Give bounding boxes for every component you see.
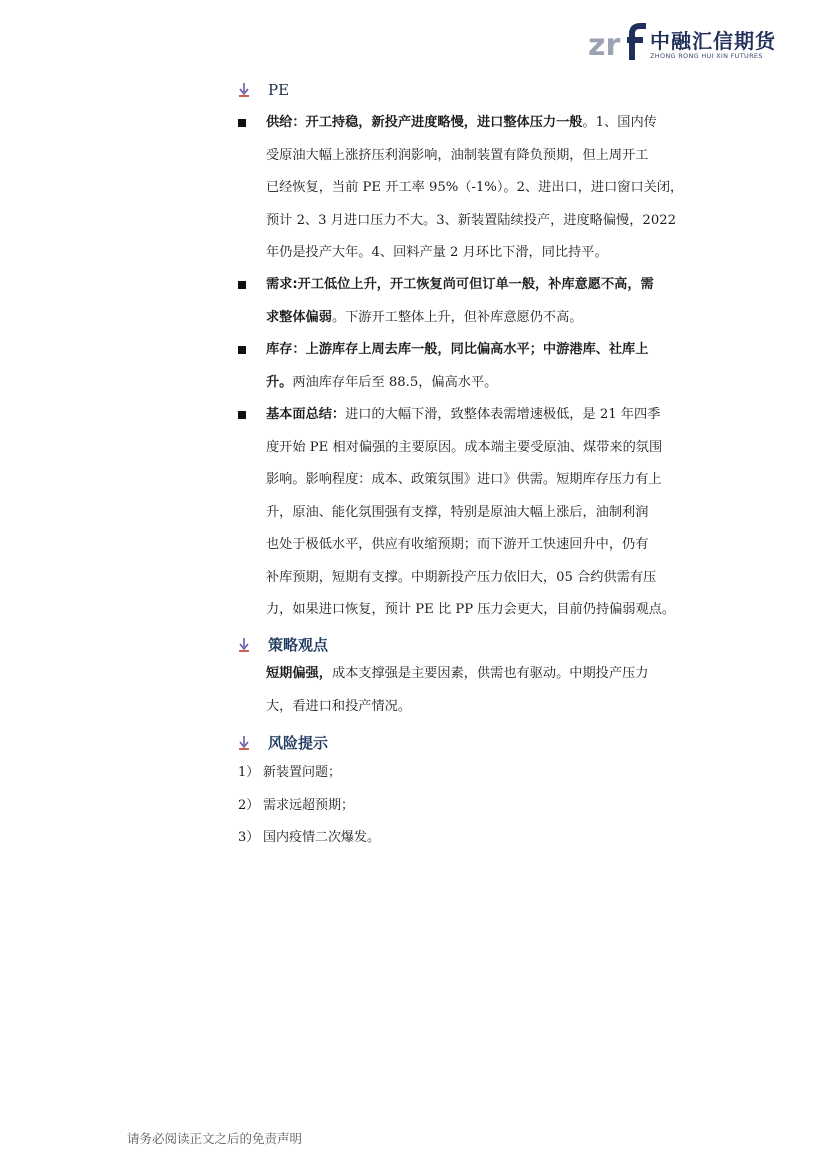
logo-en-name: ZHONG RONG HUI XIN FUTURES [650, 52, 763, 60]
inventory-bold: 升。 [266, 374, 293, 390]
disclaimer-footer: 请务必阅读正文之后的免责声明 [127, 1131, 303, 1146]
summary-line: 补库预期，短期有支撑。中期新投产压力依旧大，05 合约供需有压 [266, 569, 657, 585]
demand-bold: 求整体偏弱 [266, 309, 332, 325]
inventory-rest: 两油库存年后至 88.5，偏高水平。 [292, 374, 498, 390]
section-risk-title: 风险提示 [268, 734, 329, 752]
summary-line: 升，原油、能化氛围强有支撑，特别是原油大幅上涨后，油制利润 [266, 504, 649, 520]
risk-number: 2） [238, 798, 260, 813]
supply-bold: 供给：开工持稳，新投产进度略慢，进口整体压力一般 [266, 115, 583, 130]
strategy-line: 大，看进口和投产情况。 [266, 698, 412, 714]
section-pe-title: PE [268, 81, 290, 99]
summary-paragraph [266, 399, 694, 627]
company-logo [588, 22, 778, 62]
down-arrow-icon [238, 736, 250, 750]
summary-line: 影响。影响程度：成本、政策氛围》进口》供需。短期库存压力有上 [266, 472, 662, 487]
logo-mark [588, 22, 648, 62]
demand-bold: 需求:开工低位上升，开工恢复尚可但订单一般，补库意愿不高，需 [266, 277, 654, 292]
summary-bold: 基本面总结： [266, 407, 346, 422]
supply-line: 已经恢复，当前 PE 开工率 95%（-1%）。2、进出口，进口窗口关闭， [266, 180, 684, 195]
square-bullet-icon [238, 119, 246, 127]
svg-text:zr: zr [588, 28, 621, 62]
list-item [238, 828, 380, 848]
summary-line: 力，如果进口恢复，预计 PE 比 PP 压力会更大，目前仍持偏弱观点。 [266, 602, 676, 617]
supply-line: 年仍是投产大年。4、回料产量 2 月环比下滑，同比持平。 [266, 245, 608, 260]
risk-text: 新装置问题； [263, 765, 342, 780]
strategy-paragraph [266, 658, 694, 723]
square-bullet-icon [238, 281, 246, 289]
supply-paragraph [266, 107, 694, 270]
risk-number: 1） [238, 765, 260, 780]
square-bullet-icon [238, 411, 246, 419]
demand-rest: 。下游开工整体上升，但补库意愿仍不高。 [331, 309, 583, 325]
supply-line: 受原油大幅上涨挤压利润影响，油制装置有降负预期，但上周开工 [266, 147, 649, 163]
supply-line: 。1、国内传 [582, 115, 657, 130]
down-arrow-icon [238, 83, 250, 97]
down-arrow-icon [238, 638, 250, 652]
inventory-bold: 库存：上游库存上周去库一般，同比偏高水平；中游港库、社库上 [266, 342, 649, 357]
summary-line: 进口的大幅下滑，致整体表需增速极低，是 21 年四季 [345, 407, 661, 422]
supply-line: 预计 2、3 月进口压力不大。3、新装置陆续投产，进度略偏慢，2022 [266, 212, 676, 228]
demand-paragraph [266, 269, 694, 334]
risk-number: 3） [238, 830, 260, 845]
list-item [238, 763, 341, 783]
section-strategy-heading [238, 634, 328, 655]
section-pe-heading [238, 81, 289, 99]
section-risk-heading [238, 732, 328, 753]
strategy-bold: 短期偏强， [266, 666, 332, 681]
logo-cn-name: 中融汇信期货 [650, 29, 776, 53]
inventory-paragraph [266, 334, 694, 399]
risk-text: 需求远超预期； [263, 798, 355, 813]
square-bullet-icon [238, 346, 246, 354]
strategy-line: 成本支撑强是主要因素，供需也有驱动。中期投产压力 [331, 666, 649, 681]
list-item [238, 796, 354, 816]
summary-line: 度开始 PE 相对偏强的主要原因。成本端主要受原油、煤带来的氛围 [266, 439, 663, 455]
section-strategy-title: 策略观点 [268, 636, 329, 654]
summary-line: 也处于极低水平，供应有收缩预期；而下游开工快速回升中，仍有 [266, 537, 649, 552]
risk-text: 国内疫情二次爆发。 [263, 830, 381, 845]
